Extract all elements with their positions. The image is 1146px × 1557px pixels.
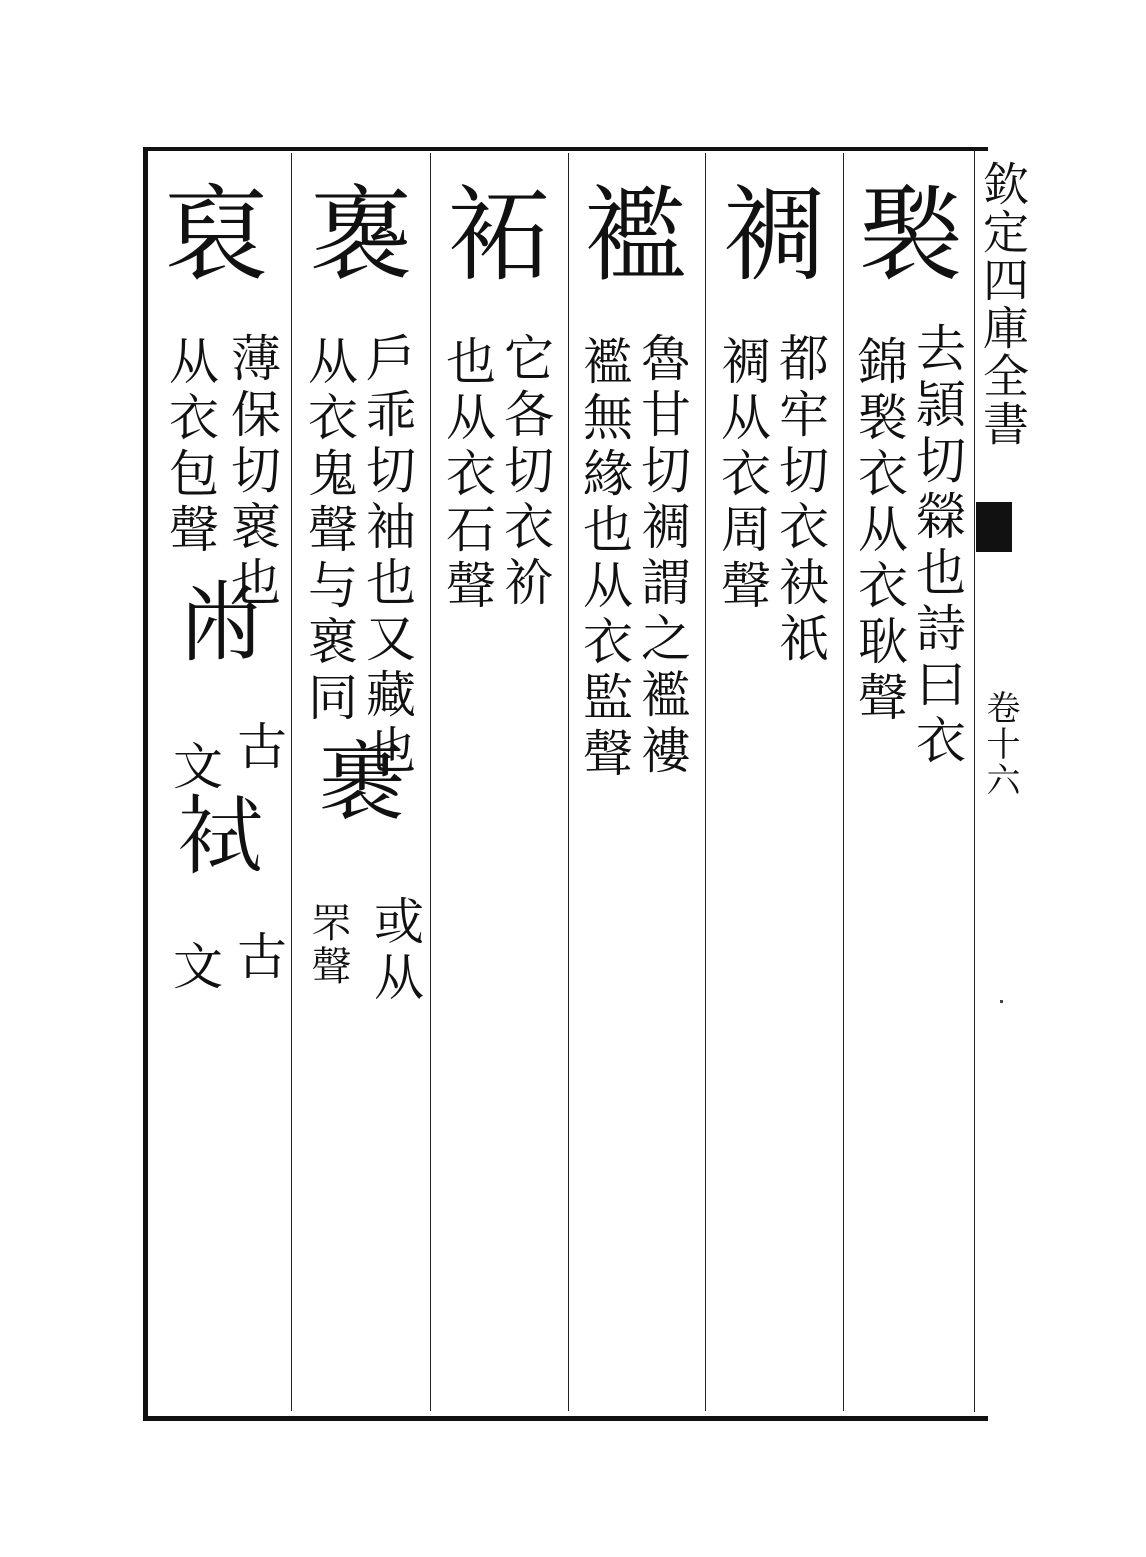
seal-character: 裒 [163,174,268,296]
column-divider [843,153,844,1411]
entry-text-sub: 襤無緣也从衣監聲 [575,335,633,783]
column-divider [430,153,431,1411]
entry-column-3 [571,160,701,1400]
entry-text-sub: 从衣包聲 [161,335,219,559]
entry-text-sub: 也从衣石聲 [438,335,496,615]
entry-column-1 [846,160,976,1400]
column-divider [568,153,569,1411]
entry-text-sub: 从衣鬼聲与褱同 [300,335,358,727]
variant-label-sub: 文 [165,940,223,996]
entry-text-sub: 裯从衣周聲 [713,335,771,615]
entry-text-main: 去頴切檾也詩曰衣 [908,322,966,770]
book-title: 欽定四庫全書 [976,160,1030,448]
variant-seal-character: 㡀 [178,573,264,673]
entry-text-main: 魯甘切裯謂之襤褸 [633,332,691,780]
variant-note: 或从 [366,895,424,1007]
entry-text-main: 薄保切褱也 [223,332,281,612]
variant-seal-character: 裹 [319,733,405,833]
entry-text-sub: 錦褧衣从衣耿聲 [850,335,908,727]
seal-character: 褢 [308,174,413,296]
seal-character: 裯 [721,174,826,296]
variant-label: 古 [229,930,287,986]
entry-column-6 [151,160,287,1400]
fishtail-mark [976,502,1012,552]
volume-label: 卷十六 [980,690,1020,798]
print-speck [1000,1000,1003,1003]
variant-note-sub: 罘聲 [305,902,351,988]
entry-column-2 [709,160,839,1400]
seal-character: 袥 [446,174,551,296]
entry-text-main: 戶乖切袖也又藏也 [358,332,416,780]
column-divider [291,153,292,1411]
seal-character: 襤 [583,174,688,296]
margin-divider [974,150,975,1412]
variant-seal-character: 𧙢 [178,788,264,888]
variant-label-sub: 文 [165,740,223,796]
entry-text-main: 它各切衣衸 [496,332,554,612]
seal-character: 褧 [858,174,963,296]
entry-column-5 [296,160,426,1400]
entry-text-main: 都牢切衣袂祇 [771,332,829,668]
entry-column-4 [434,160,564,1400]
variant-label: 古 [229,720,287,776]
column-divider [705,153,706,1411]
